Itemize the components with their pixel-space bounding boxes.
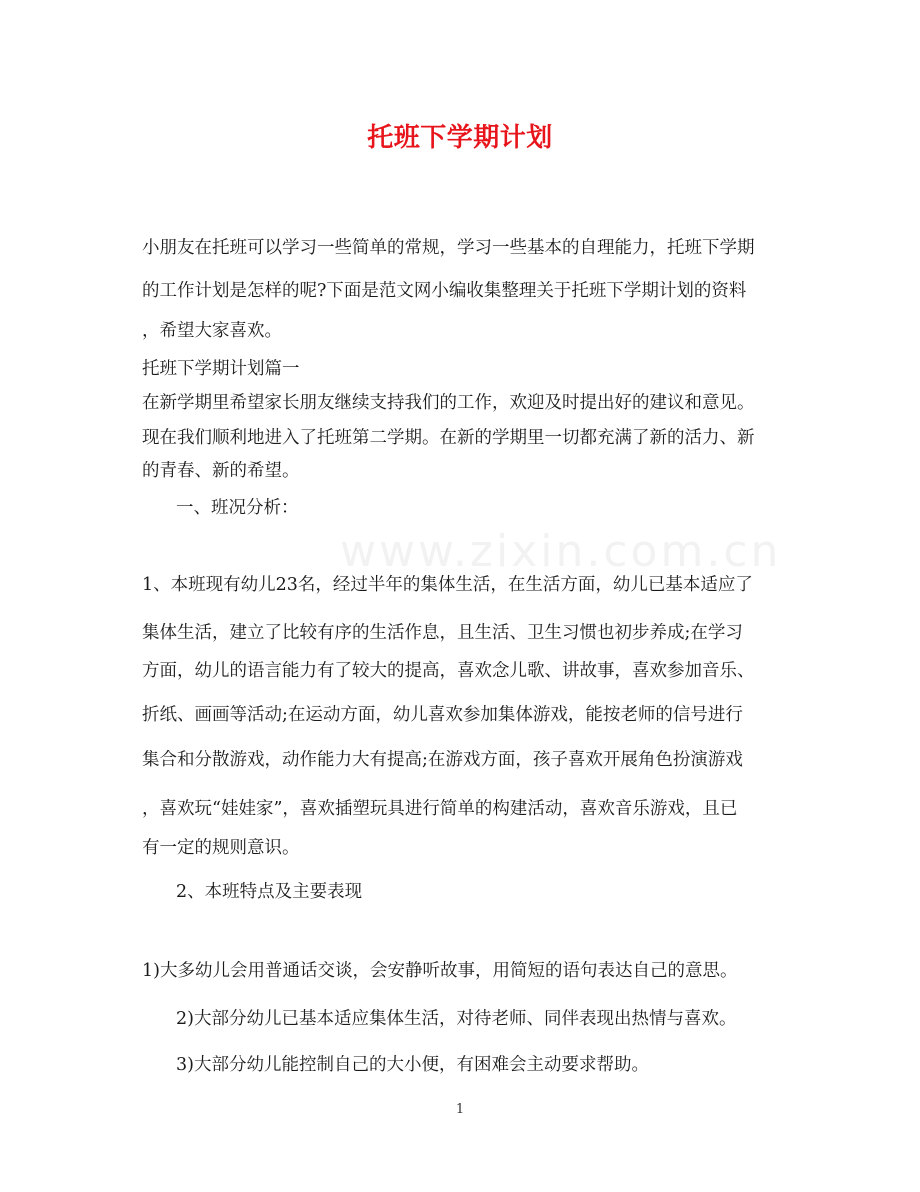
- page-title: 托班下学期计划: [367, 123, 553, 153]
- page-number: 1: [455, 1102, 465, 1117]
- section-heading: 托班下学期计划篇一: [142, 359, 300, 379]
- part-two-heading: 2、本班特点及主要表现: [176, 882, 363, 902]
- analysis-line: 1、本班现有幼儿23名，经过半年的集体生活，在生活方面，幼儿已基本适应了: [142, 575, 753, 595]
- feature-item: 1)大多幼儿会用普通话交谈，会安静听故事，用简短的语句表达自己的意思。: [142, 961, 738, 981]
- analysis-line: 折纸、画画等活动;在运动方面，幼儿喜欢参加集体游戏，能按老师的信号进行: [142, 705, 743, 725]
- feature-item: 2)大部分幼儿已基本适应集体生活，对待老师、同伴表现出热情与喜欢。: [176, 1009, 737, 1029]
- intro-line: ，希望大家喜欢。: [142, 321, 282, 341]
- feature-item: 3)大部分幼儿能控制自己的大小便，有困难会主动要求帮助。: [176, 1055, 649, 1075]
- intro-line: 的工作计划是怎样的呢?下面是范文网小编收集整理关于托班下学期计划的资料: [142, 281, 747, 301]
- watermark: www.zixin.com.cn: [340, 526, 782, 577]
- analysis-line: 集合和分散游戏，动作能力大有提高;在游戏方面，孩子喜欢开展角色扮演游戏: [142, 750, 743, 770]
- opening-line: 的青春、新的希望。: [142, 461, 300, 481]
- opening-line: 在新学期里希望家长朋友继续支持我们的工作，欢迎及时提出好的建议和意见。: [142, 393, 755, 413]
- analysis-line: 有一定的规则意识。: [142, 838, 300, 858]
- intro-line: 小朋友在托班可以学习一些简单的常规，学习一些基本的自理能力，托班下学期: [142, 238, 755, 258]
- analysis-line: 集体生活，建立了比较有序的生活作息，且生活、卫生习惯也初步养成;在学习: [142, 623, 743, 643]
- analysis-line: ，喜欢玩“娃娃家”，喜欢插塑玩具进行简单的构建活动，喜欢音乐游戏，且已: [142, 799, 738, 819]
- opening-line: 现在我们顺利地进入了托班第二学期。在新的学期里一切都充满了新的活力、新: [142, 428, 755, 448]
- analysis-line: 方面，幼儿的语言能力有了较大的提高，喜欢念儿歌、讲故事，喜欢参加音乐、: [142, 661, 755, 681]
- part-one-heading: 一、班况分析：: [176, 498, 299, 518]
